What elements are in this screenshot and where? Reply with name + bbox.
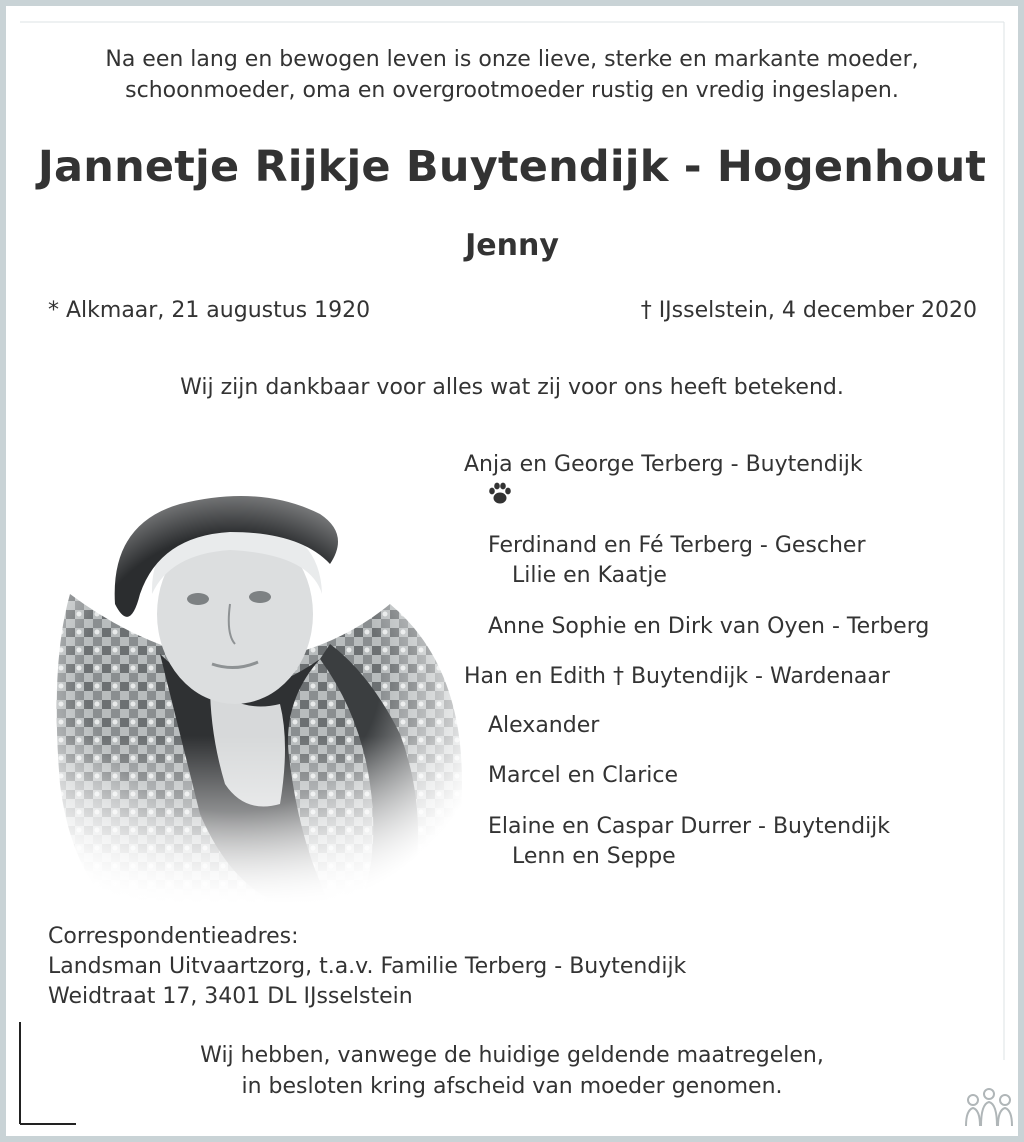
closing-line-1: Wij hebben, vanwege de huidige geldende maatregelen, [200,1043,824,1068]
death-info: † IJsselstein, 4 december 2020 [640,298,977,323]
deceased-name: Jannetje Rijkje Buytendijk - Hogenhout [37,142,987,192]
family-member-1: Anja en George Terberg - Buytendijk [464,452,863,477]
birth-info: * Alkmaar, 21 augustus 1920 [48,298,371,323]
family-member-7: Marcel en Clarice [488,763,678,788]
family-member-8: Elaine en Caspar Durrer - Buytendijk [488,814,891,839]
family-logo-icon [963,1086,1015,1128]
correspondence-address [48,922,686,1012]
correspondence-line-2: Weidtraat 17, 3401 DL IJsselstein [48,984,413,1009]
intro-line-2: schoonmoeder, oma en overgrootmoeder rustig en vredig ingeslapen. [125,78,899,103]
deceased-nickname: Jenny [465,228,559,263]
correspondence-label: Correspondentieadres: [48,924,299,949]
family-member-4: Anne Sophie en Dirk van Oyen - Terberg [488,614,930,639]
portrait-photo [30,484,480,904]
family-member-3: Lilie en Kaatje [512,563,667,588]
closing-line-2: in besloten kring afscheid van moeder genomen. [241,1074,783,1099]
family-member-5: Han en Edith † Buytendijk - Wardenaar [464,664,890,689]
family-member-6: Alexander [488,713,600,738]
family-member-2: Ferdinand en Fé Terberg - Gescher [488,533,866,558]
thanks-text: Wij zijn dankbaar voor alles wat zij voor ons heeft betekend. [180,375,844,400]
paw-icon [487,480,513,506]
family-member-9: Lenn en Seppe [512,844,676,869]
correspondence-line-1: Landsman Uitvaartzorg, t.a.v. Familie Terberg - Buytendijk [48,954,687,979]
closing-text [0,1040,1024,1102]
intro-text [0,44,1024,106]
intro-line-1: Na een lang en bewogen leven is onze lieve, sterke en markante moeder, [105,47,919,72]
